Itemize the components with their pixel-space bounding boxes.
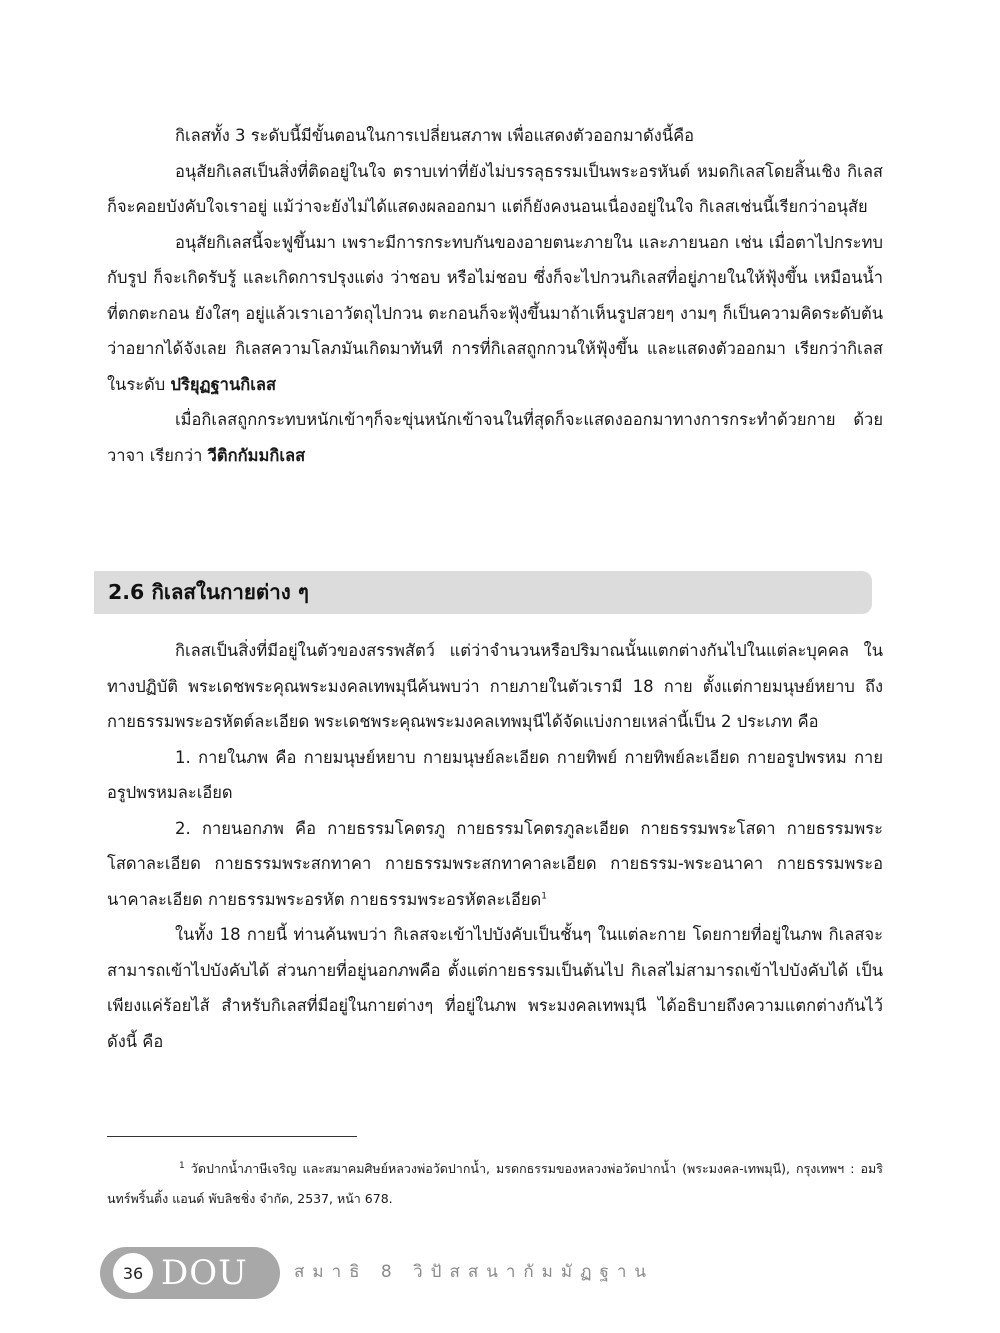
paragraph-5: กิเลสเป็นสิ่งที่มีอยู่ในตัวของสรรพสัตว์ แต่ว่าจำนวนหรือปริมาณนั้นแตกต่างกันไปในแต่ละบุคคล ในทางปฏิบัติ พระเดชพระคุณพระมงคลเทพมุนีค้นพบว่า กายภายในตัวเรามี 18 กาย ตั้งแต่กายมนุษย์หยาบ ถึง กายธรรมพระอรหัตต์ละเอียด พระเดชพระคุณพระมงคลเทพมุนีได้จัดแบ่งกายเหล่านี้เป็น 2 ประเภท คือ (107, 641, 883, 731)
paragraph-2: อนุสัยกิเลสเป็นสิ่งที่ติดอยู่ในใจ ตราบเท่าที่ยังไม่บรรลุธรรมเป็นพระอรหันต์ หมดกิเลสโดยสิ้นเชิง กิเลสก็จะคอยบังคับใจเราอยู่ แม้ว่าจะยังไม่ได้แสดงผลออกมา แต่ก็ยังคงนอนเนื่องอยู่ในใจ กิเลสเช่นนี้เรียกว่าอนุสัย (107, 161, 883, 216)
paragraph-4-text: เมื่อกิเลสถูกกระทบหนักเข้าๆก็จะขุ่นหนักเข้าจนในที่สุดก็จะแสดงออกมาทางการกระทำด้วยกาย ด้วยวาจา เรียกว่า (107, 410, 883, 465)
paragraph-1: กิเลสทั้ง 3 ระดับนี้มีขั้นตอนในการเปลี่ยนสภาพ เพื่อแสดงตัวออกมาดังนี้คือ (175, 126, 695, 145)
body-text-upper (107, 118, 883, 473)
course-title: สมาธิ 8 วิปัสสนากัมมัฏฐาน (294, 1262, 655, 1282)
term-witikkamma: วีติกกัมมกิเลส (207, 445, 306, 465)
footnote-text: วัดปากน้ำภาษีเจริญ และสมาคมศิษย์หลวงพ่อวัดปากน้ำ, มรดกธรรมของหลวงพ่อวัดปากน้ำ (พระมงคล-เทพมุนี), กรุงเทพฯ : อมรินทร์พริ้นติ้ง แอนด์ พับลิชชิ่ง จำกัด, 2537, หน้า 678. (107, 1161, 883, 1206)
footnote-divider (107, 1136, 357, 1137)
footnote (107, 1154, 883, 1214)
section-title: 2.6 กิเลสในกายต่าง ๆ (108, 580, 309, 604)
paragraph-8: ในทั้ง 18 กายนี้ ท่านค้นพบว่า กิเลสจะเข้าไปบังคับเป็นชั้นๆ ในแต่ละกาย โดยกายที่อยู่ในภพ กิเลสจะสามารถเข้าไปบังคับได้ ส่วนกายที่อยู่นอกภพคือ ตั้งแต่กายธรรมเป็นต้นไป กิเลสไม่สามารถเข้าไปบังคับได้ เป็นเพียงแค่ร้อยไส้ สำหรับกิเลสที่มีอยู่ในกายต่างๆ ที่อยู่ในภพ พระมงคลเทพมุนี ได้อธิบายถึงความแตกต่างกันไว้ดังนี้ คือ (107, 925, 883, 1051)
paragraph-3-text: อนุสัยกิเลสนี้จะฟูขึ้นมา เพราะมีการกระทบกันของอายตนะภายใน และภายนอก เช่น เมื่อตาไปกระทบกับรูป ก็จะเกิดรับรู้ และเกิดการปรุงแต่ง ว่าชอบ หรือไม่ชอบ ซึ่งก็จะไปกวนกิเลสที่อยู่ภายในให้ฟุ้งขึ้น เหมือนน้ำที่ตกตะกอน ยังใสๆ อยู่แล้วเราเอาวัตถุไปกวน ตะกอนก็จะฟุ้งขึ้นมาถ้าเห็นรูปสวยๆ งามๆ ก็เป็นความคิดระดับต้น ว่าอยากได้จังเลย กิเลสความโลภมันเกิดมาทันที การที่กิเลสถูกกวนให้ฟุ้งขึ้น และแสดงตัวออกมา เรียกว่ากิเลสในระดับ (107, 232, 883, 394)
footnote-mark: 1 (179, 1160, 185, 1171)
paragraph-7-text: 2. กายนอกภพ คือ กายธรรมโคตรภู กายธรรมโคตรภูละเอียด กายธรรมพระโสดา กายธรรมพระโสดาละเอียด กายธรรมพระสกทาคา กายธรรมพระสกทาคาละเอียด กายธรรม-พระอนาคา กายธรรมพระอนาคาละเอียด กายธรรมพระอรหัต กายธรรมพระอรหัตละเอียด (107, 818, 883, 909)
body-text-lower (107, 633, 883, 1059)
paragraph-3 (107, 225, 883, 403)
section-heading-bar (94, 571, 872, 614)
footer-badge (100, 1247, 280, 1299)
term-pariyutthana: ปริยุฏฐานกิเลส (170, 374, 277, 394)
paragraph-6: 1. กายในภพ คือ กายมนุษย์หยาบ กายมนุษย์ละเอียด กายทิพย์ กายทิพย์ละเอียด กายอรูปพรหม กายอรูปพรหมละเอียด (107, 747, 883, 802)
paragraph-4 (107, 402, 883, 473)
page-number: 36 (113, 1253, 153, 1293)
paragraph-7 (107, 811, 883, 918)
footnote-text-block (107, 1154, 883, 1214)
footnote-reference[interactable]: 1 (541, 891, 548, 901)
brand-logo-text: DOU (161, 1253, 248, 1293)
